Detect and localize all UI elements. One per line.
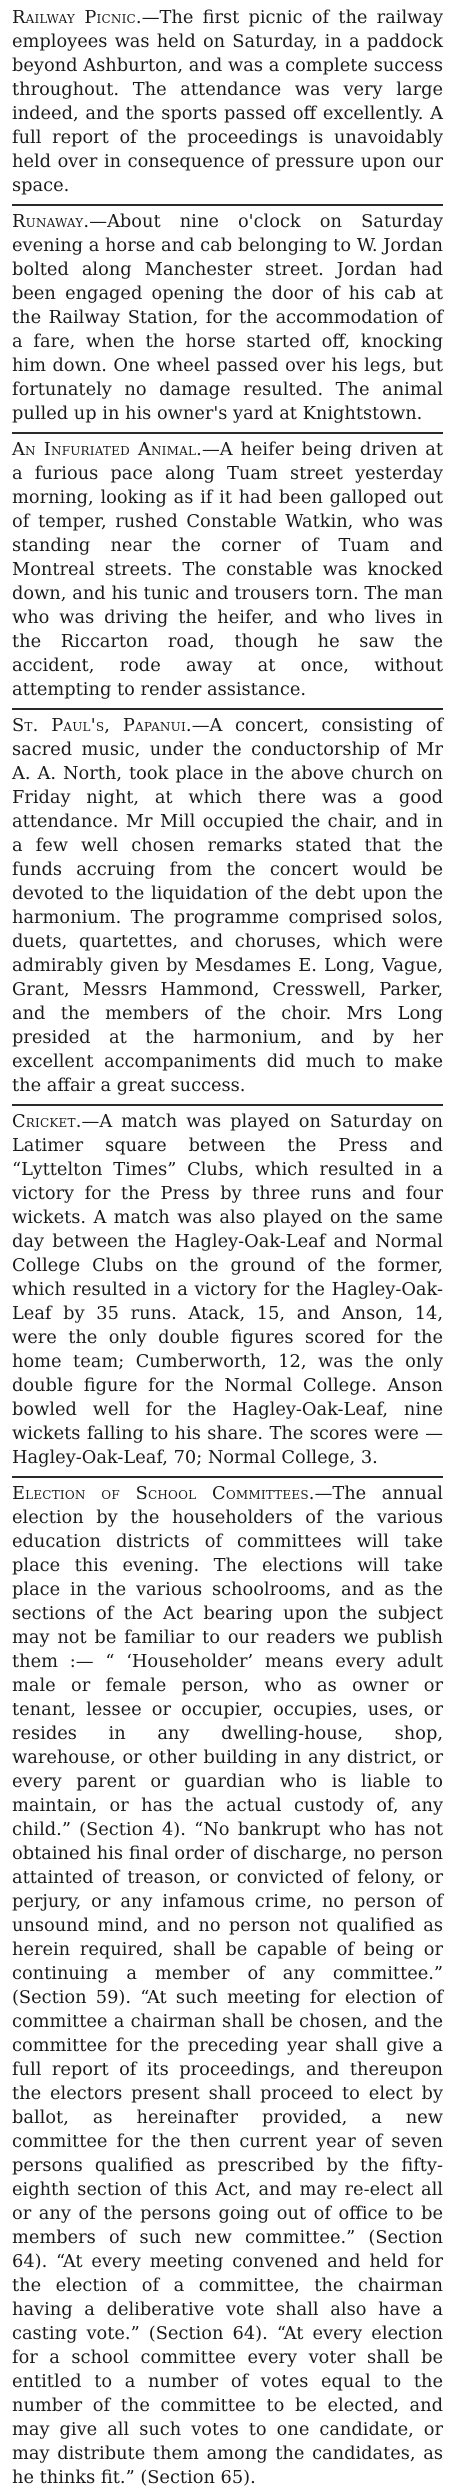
article-cricket <box>12 1110 443 1470</box>
article-text <box>12 714 443 1098</box>
article-body: —A concert, consisting of sacred music, under the conductorship of Mr A. A. North, took place in the above church on Friday night, at which there was a good attendance. Mr Mill occupied the chair, and in a few well chosen remarks stated that the funds accruing from the concert would be devoted to the liquidation of the debt upon the harmonium. The programme comprised solos, duets, quartettes, and choruses, which were admirably given by Mesdames E. Long, Vague, Grant, Messrs Hammond, Cresswell, Parker, and the members of the choir. Mrs Long presided at the harmonium, and by her excellent accompaniments did much to make the affair a great success. <box>12 715 444 1096</box>
article-body: —A heifer being driven at a furious pace along Tuam street yesterday morning, looking as if it had been galloped out of temper, rushed Constable Watkin, who was standing near the corner of Tuam and Montreal streets. The constable was knocked down, and his tunic and trousers torn. The man who was driving the heifer, and who lives in the Riccarton road, though he saw the accident, rode away at once, without attempting to render assistance. <box>12 439 443 700</box>
article-heading: Runaway. <box>12 211 90 232</box>
article-infuriated-animal <box>12 438 443 702</box>
article-runaway <box>12 210 443 426</box>
column-rule <box>12 432 443 434</box>
article-text <box>12 1482 443 2490</box>
article-heading: Cricket. <box>12 1111 82 1132</box>
column-rule <box>12 1104 443 1106</box>
article-school-committees <box>12 1482 443 2490</box>
article-body: —About nine o'clock on Saturday evening a horse and cab belonging to W. Jordan bolted along Manchester street. Jordan had been engaged opening the door of his cab at the Railway Station, for the accommodation of a fare, when the horse started off, knocking him down. One wheel passed over his legs, but fortunately no damage resulted. The animal pulled up in his owner's yard at Knightstown. <box>12 211 443 424</box>
column-rule <box>12 708 443 710</box>
article-heading: An Infuriated Animal. <box>12 439 202 460</box>
article-railway-picnic <box>12 6 443 198</box>
article-text <box>12 1110 443 1470</box>
article-heading: Election of School Committees. <box>12 1483 315 1504</box>
article-text <box>12 438 443 702</box>
column-rule <box>12 204 443 206</box>
article-text <box>12 210 443 426</box>
article-heading: St. Paul's, Papanui. <box>12 715 192 736</box>
article-body: —The first picnic of the railway employees was held on Saturday, in a paddock beyond Ashburton, and was a complete success throughout. The attendance was very large indeed, and the sports passed off excellently. A full report of the proceedings is unavoidably held over in consequence of pressure upon our space. <box>12 7 443 196</box>
article-heading: Railway Picnic. <box>12 7 142 28</box>
article-body: —The annual election by the householders of the various education districts of committees will take place this evening. The elections will take place in the various schoolrooms, and as the sections of the Act bearing upon the subject may not be familiar to our readers we publish them :— “ ‘Householder’ means every adult male or female person, who as owner or tenant, lessee or occupier, occupies, uses, or resides in any dwelling-house, shop, warehouse, or other building in any district, or every parent or guardian who is liable to maintain, or has the actual custody of, any child.” (Section 4). “No bankrupt who has not obtained his final order of discharge, no person attainted of treason, or convicted of felony, or perjury, or any infamous crime, no person of unsound mind, and no person not qualified as herein required, shall be capable of being or continuing a member of any committee.” (Section 59). “At such meeting for election of committee a chairman shall be chosen, and the committee for the preceding year shall give a full report of its proceedings, and thereupon the electors present shall proceed to elect by ballot, as hereinafter provided, a new committee for the then current year of seven persons qualified as prescribed by the fifty-eighth section of this Act, and may re-elect all or any of the persons going out of office to be members of such new committee.” (Section 64). “At every meeting convened and held for the election of a committee, the chairman having a deliberative vote shall also have a casting vote.” (Section 64). “At every election for a school committee every voter shall be entitled to a number of votes equal to the number of the committee to be elected, and may give all such votes to one candidate, or may distribute them among the candidates, as he thinks fit.” (Section 65). <box>12 1483 443 2488</box>
article-body: —A match was played on Saturday on Latimer square between the Press and “Lyttelton Times” Clubs, which resulted in a victory for the Press by three runs and four wickets. A match was also played on the same day between the Hagley-Oak-Leaf and Normal College Clubs on the ground of the former, which resulted in a victory for the Hagley-Oak-Leaf by 35 runs. Atack, 15, and Anson, 14, were the only double figures scored for the home team; Cumberworth, 12, was the only double figure for the Normal College. Anson bowled well for the Hagley-Oak-Leaf, nine wickets falling to his share. The scores were — Hagley-Oak-Leaf, 70; Normal College, 3. <box>12 1111 443 1468</box>
article-text <box>12 6 443 198</box>
article-st-pauls-papanui <box>12 714 443 1098</box>
column-rule <box>12 1476 443 1478</box>
